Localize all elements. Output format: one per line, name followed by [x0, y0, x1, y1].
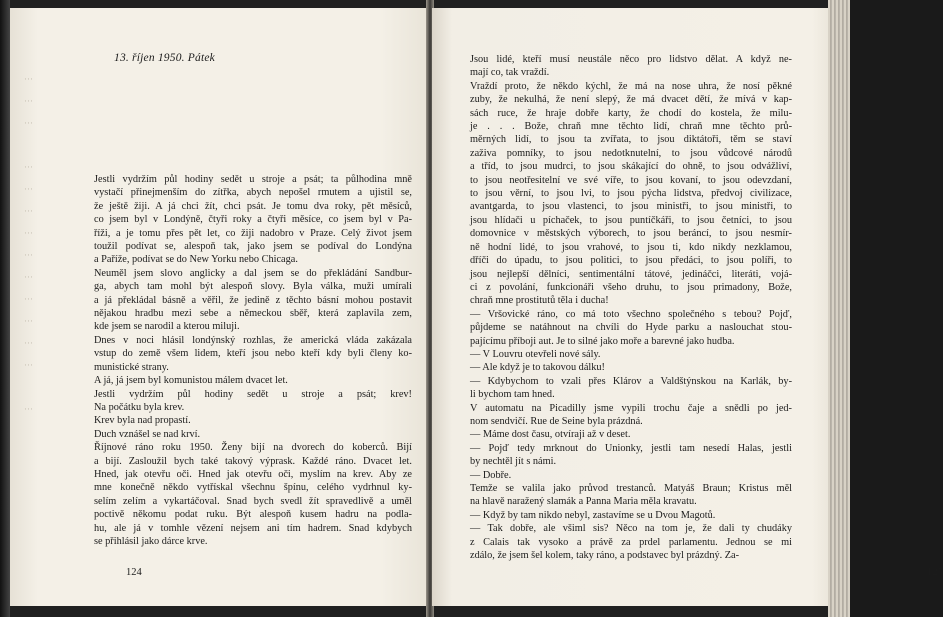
text-line: nějakou hradbu mezi sebe a německou sběř, která zaplavila zem,: [94, 308, 412, 320]
text-line: — Vršovické ráno, co má toto všechno společného s tebou? Pojď,: [470, 308, 792, 320]
text-line: A já, já jsem byl komunistou málem dvacet let.: [94, 375, 288, 387]
text-line: a já překládal básně a věřil, že jedině z těchto básní mohou postavit: [94, 294, 412, 306]
page-heading: 13. říjen 1950. Pátek: [114, 52, 215, 64]
text-line: na hlavě naražený slamák a Panna Maria měla kravatu.: [470, 496, 697, 508]
text-line: kde jsem se narodil a kterou miluji.: [94, 321, 240, 333]
text-line: poctivě někomu podat ruku. Být alespoň kusem hadru na podla-: [94, 509, 412, 521]
text-line: Hned, jak otevřu oči. Hned jak otevřu oči, myslím na krev. Aby ze: [94, 468, 412, 480]
text-line: Duch vznášel se nad krví.: [94, 428, 201, 440]
text-line: — Máme dost času, otvíraji až v deset.: [470, 429, 631, 441]
text-line: — Dobře.: [470, 469, 512, 481]
text-line: — Pojď tedy mrknout do Unionky, jestli tam nesedí Halas, jestli: [470, 442, 792, 454]
text-line: ga, abych tam mohl být alespoň slovy. Byla válka, muži umírali: [94, 281, 412, 293]
text-line: Neuměl jsem slovo anglicky a dal jsem se do překládání Sandbur-: [94, 267, 412, 279]
text-line: munistické strany.: [94, 361, 169, 373]
text-line: půjdeme se natáhnout na chvíli do Hyde parku a naslouchat stou-: [470, 322, 792, 334]
text-line: Dnes v noci hlásil londýnský rozhlas, že americká vláda zakázala: [94, 334, 412, 346]
page-edges: [828, 0, 850, 617]
text-line: že ještě žiji. A já chci žít, chci psát. Je tomu dva roky, pět měsíců,: [94, 200, 412, 212]
text-line: hu, ale já v tomhle vězení nejsem ani tím hadrem. Snad kdybych: [94, 522, 412, 534]
left-page: [10, 8, 428, 606]
text-line: jsou nejlepší dělníci, sentimentální tátové, jedináčci, literáti, vojá-: [470, 268, 792, 280]
text-line: to jsou neotřesitelní ve své víře, to jsou kovaní, to jsou odevzdaní,: [470, 174, 792, 186]
text-line: — V Louvru otevřeli nové sály.: [470, 348, 601, 360]
text-line: selím zelím a vykartáčoval. Snad bych svedl žít spravedlivě a uměl: [94, 495, 412, 507]
text-line: Vraždí proto, že někdo kýchl, že má na nose uhra, že nosí pěkné: [470, 80, 792, 92]
text-line: Jestli vydržím půl hodiny sedět u stroje a psát; ta půlhodina mně: [94, 174, 412, 185]
text-line: avantgarda, to jsou vlastenci, to jsou ministři, to jsou ministři, to: [470, 201, 792, 213]
text-line: vystačí přinejmenším do zítřka, abych nepošel rmutem a ujistil se,: [94, 187, 412, 199]
text-line: se přihlásil jako dárce krve.: [94, 535, 208, 547]
book-cover-left-edge: [0, 0, 10, 617]
text-line: z Calais tak vysoko a právě za prdel parlamentu. Jednou se mi: [470, 536, 792, 548]
page-number-left: 124: [126, 567, 142, 578]
text-line: pajícímu příboji aut. Je to silné jako moře a barevné jako hudba.: [470, 335, 735, 347]
text-line: vstup do země všem lidem, kteří jsou nebo kteří kdy byli členy ko-: [94, 348, 412, 360]
text-line: říži, a je tomu přes pět let, co žiji nadobro v Praze. Celý život jsem: [94, 227, 412, 239]
text-line: — Když by tam nikdo nebyl, zastavíme se u Dvou Magotů.: [470, 509, 716, 521]
bleed-through-text: ··· ··· ··· ··· ··· ··· ··· ··· ··· ··· ··· ··· ··· ···: [24, 74, 33, 414]
text-line: měrných lidí, to jsou ta zvířata, to jsou diktátoři, těm se staví: [470, 134, 792, 146]
text-line: Krev byla nad propastí.: [94, 415, 191, 427]
text-line: by nechtěl jít s námi.: [470, 456, 557, 468]
text-line: ci z povolání, funkcionáři všeho druhu, to jsou primadony, Bože,: [470, 281, 792, 293]
text-line: je . . . Bože, chraň mne těchto lidí, chraň mne těchto prů-: [470, 121, 792, 133]
text-line: Jsou lidé, kteří musí neustále něco pro lidstvo dělat. A když ne-: [470, 54, 792, 65]
text-line: chraň mne prostitutů těla i ducha!: [470, 295, 609, 307]
text-line: a tříd, to jsou mudrci, to jsou skákající do ohně, to jsou odvážliví,: [470, 161, 792, 173]
text-line: zaživa pomníky, to jsou nedotknutelní, to jsou vůdcové národů: [470, 147, 792, 159]
text-line: a bijí. Zasloužil bych také takový výprask. Každé ráno. Dvacet let.: [94, 455, 412, 467]
text-line: mají co, tak vraždí.: [470, 67, 550, 79]
text-line: Říjnové ráno roku 1950. Ženy bijí na dvorech do koberců. Bijí: [94, 442, 412, 454]
text-line: Temže se valila jako průvod trestanců. Matyáš Braun; Kristus měl: [470, 483, 792, 494]
text-line: Na počátku byla krev.: [94, 401, 185, 413]
text-line: — Kdybychom to vzali přes Klárov a Valdštýnskou na Karlák, by-: [470, 375, 792, 387]
text-line: toužil podívat se, alespoň tak, jako jsem se podíval do Londýna: [94, 241, 412, 253]
text-line: — Tak dobře, ale všiml sis? Něco na tom je, že dali ty chudáky: [470, 523, 792, 535]
left-page-text: [94, 173, 412, 548]
text-line: mne konečně někdo vytřískal všechnu špínu, celého vydrhnul ky-: [94, 482, 412, 494]
text-line: zuby, že nekulhá, že není slepý, že má dvacet dětí, že mívá v kap-: [470, 94, 792, 106]
text-line: li bychom tam hned.: [470, 389, 555, 401]
text-line: V automatu na Picadilly jsme vypili trochu čaje a snědli po jed-: [470, 402, 792, 414]
text-line: zdálo, že jsem šel kolem, taky ráno, a podstavec byl prázdný. Za-: [470, 550, 740, 562]
page-number-right: 125: [927, 567, 943, 578]
text-line: Jestli vydržím půl hodiny sedět u stroje a psát; krev!: [94, 388, 412, 400]
text-line: sách ruce, že hraje dobře karty, že chodí do kostela, že milu-: [470, 107, 792, 119]
right-page-text: [470, 53, 792, 562]
text-line: jsou hlídači u píchaček, to jsou puntíčkáři, to jsou četníci, to jsou: [470, 214, 792, 226]
text-line: ně hodní lidé, to jsou vrahové, to jsou ti, kdo nikdy nezklamou,: [470, 241, 792, 253]
text-line: — Ale když je to takovou dálku!: [470, 362, 605, 374]
text-line: to jsou věrní, to jsou lvi, to jsou pýcha lidstva, předvoj civilizace,: [470, 188, 792, 200]
text-line: domovnice v městských výborech, to jsou beráncí, to jsou nesmír-: [470, 228, 792, 240]
text-line: co jsem byl v Londýně, čtyři roky a čtyři měsíce, co jsem byl v Pa-: [94, 214, 412, 226]
text-line: nom sendvičí. Rue de Seine byla prázdná.: [470, 415, 643, 427]
text-line: a Paříže, podívat se do New Yorku nebo Chicaga.: [94, 254, 298, 266]
text-line: dříči do úpadu, to jsou politici, to jsou předáci, to jsou polířі, to: [470, 255, 792, 267]
